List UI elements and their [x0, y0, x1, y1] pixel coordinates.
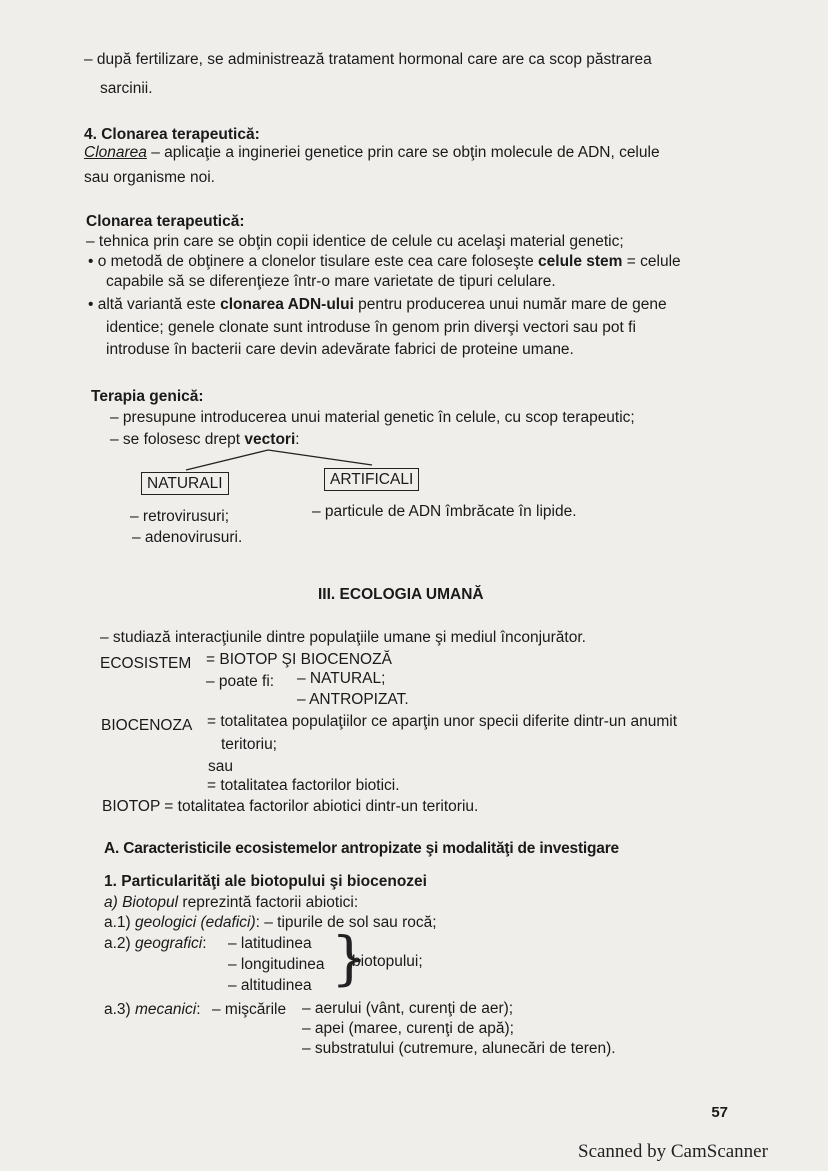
list-item-text: • altă variantă este — [88, 296, 221, 313]
list-item-continuation: identice; genele clonate sunt introduse în genom prin diverşi vectori sau pot fi — [106, 319, 636, 336]
item-text: : — [202, 935, 207, 952]
item-label: a.1) — [104, 914, 136, 931]
section-heading: 4. Clonarea terapeutică: — [84, 126, 260, 143]
item-text: : — [196, 1001, 201, 1018]
section-heading: Clonarea terapeutică: — [86, 213, 245, 230]
term-label: BIOCENOZA — [101, 717, 193, 734]
item-label: a.2) — [104, 935, 136, 952]
definition-term: Clonarea — [84, 144, 147, 161]
bold-term: clonarea ADN-ului — [220, 296, 354, 313]
list-item: – mişcările — [212, 1001, 287, 1018]
bold-term: vectori — [244, 431, 296, 448]
term-definition: teritoriu; — [221, 736, 277, 753]
list-item: – latitudinea — [228, 935, 312, 952]
section-heading: A. Caracteristicile ecosistemelor antropizate şi modalităţi de investigare — [104, 840, 619, 857]
term-label: ECOSISTEM — [100, 655, 192, 672]
term-definition: BIOTOP = totalitatea factorilor abiotici dintr-un teritoriu. — [102, 798, 479, 815]
subsection-heading: 1. Particularităţi ale biotopului şi biocenozei — [104, 873, 427, 890]
list-item: – retrovirusuri; — [130, 508, 230, 525]
item-label: a.3) — [104, 1001, 136, 1018]
list-item-continuation: capabile să se diferenţieze într-o mare varietate de tipuri celulare. — [106, 273, 556, 290]
italic-term: a) Biotopul — [104, 894, 179, 911]
list-item: – ANTROPIZAT. — [297, 691, 409, 708]
definition-text: – aplicaţie a ingineriei genetice prin care se obţin molecule de ADN, celule — [146, 144, 660, 161]
bold-term: celule stem — [538, 253, 623, 270]
list-item: – substratului (cutremure, alunecări de teren). — [302, 1040, 616, 1057]
paragraph-text: reprezintă factorii abiotici: — [178, 894, 359, 911]
list-item — [104, 1000, 201, 1019]
list-item — [104, 913, 437, 932]
term-definition: = totalitatea factorilor biotici. — [207, 777, 400, 794]
list-item-text: : — [295, 431, 300, 448]
list-item: – apei (maree, curenţi de apă); — [302, 1020, 514, 1037]
brace-label: biotopului; — [352, 953, 423, 970]
list-item: – particule de ADN îmbrăcate în lipide. — [312, 503, 577, 520]
italic-term: geografici — [135, 935, 203, 952]
list-item-continuation: introduse în bacterii care devin adevărate fabrici de proteine umane. — [106, 341, 574, 358]
paragraph-line: – studiază interacţiunile dintre populaţiile umane şi mediul înconjurător. — [100, 629, 586, 646]
term-definition: – poate fi: — [206, 673, 275, 690]
list-item: – aerului (vânt, curenţi de aer); — [302, 1000, 514, 1017]
list-item-text: • o metodă de obţinere a clonelor tisulare este cea care foloseşte — [88, 253, 539, 270]
section-heading: Terapia genică: — [91, 388, 204, 405]
natural-vectors-box: NATURALI — [141, 472, 229, 495]
paragraph-line: – după fertilizare, se administrează tratament hormonal care are ca scop păstrarea — [84, 51, 652, 68]
list-item — [104, 934, 207, 953]
list-item: – tehnica prin care se obţin copii identice de celule cu acelaşi material genetic; — [86, 233, 624, 250]
artificial-vectors-box: ARTIFICALI — [324, 468, 419, 491]
list-item: – adenovirusuri. — [132, 529, 243, 546]
paragraph-line — [104, 893, 358, 912]
page-number: 57 — [711, 1104, 728, 1121]
scanner-watermark: Scanned by CamScanner — [578, 1141, 768, 1162]
list-item-text: pentru producerea unui număr mare de gene — [353, 296, 667, 313]
paragraph-line: sarcinii. — [100, 80, 153, 97]
definition-line: sau organisme noi. — [84, 169, 215, 186]
term-definition: = BIOTOP ŞI BIOCENOZĂ — [206, 651, 392, 668]
list-item-text: = celule — [622, 253, 681, 270]
term-definition: = totalitatea populaţiilor ce aparţin unor specii diferite dintr-un anumit — [207, 713, 678, 730]
italic-term: geologici (edafici) — [135, 914, 256, 931]
list-item-text: – se folosesc drept — [110, 431, 245, 448]
italic-term: mecanici — [135, 1001, 197, 1018]
chapter-title: III. ECOLOGIA UMANĂ — [318, 586, 484, 603]
curly-brace-icon: } — [331, 924, 368, 992]
vector-branch-lines — [0, 0, 828, 520]
list-item: – presupune introducerea unui material genetic în celule, cu scop terapeutic; — [110, 409, 635, 426]
list-item: – altitudinea — [228, 977, 312, 994]
item-text: : – tipurile de sol sau rocă; — [255, 914, 437, 931]
list-item: – NATURAL; — [297, 670, 386, 687]
list-item: – longitudinea — [228, 956, 325, 973]
term-definition: sau — [208, 758, 233, 775]
